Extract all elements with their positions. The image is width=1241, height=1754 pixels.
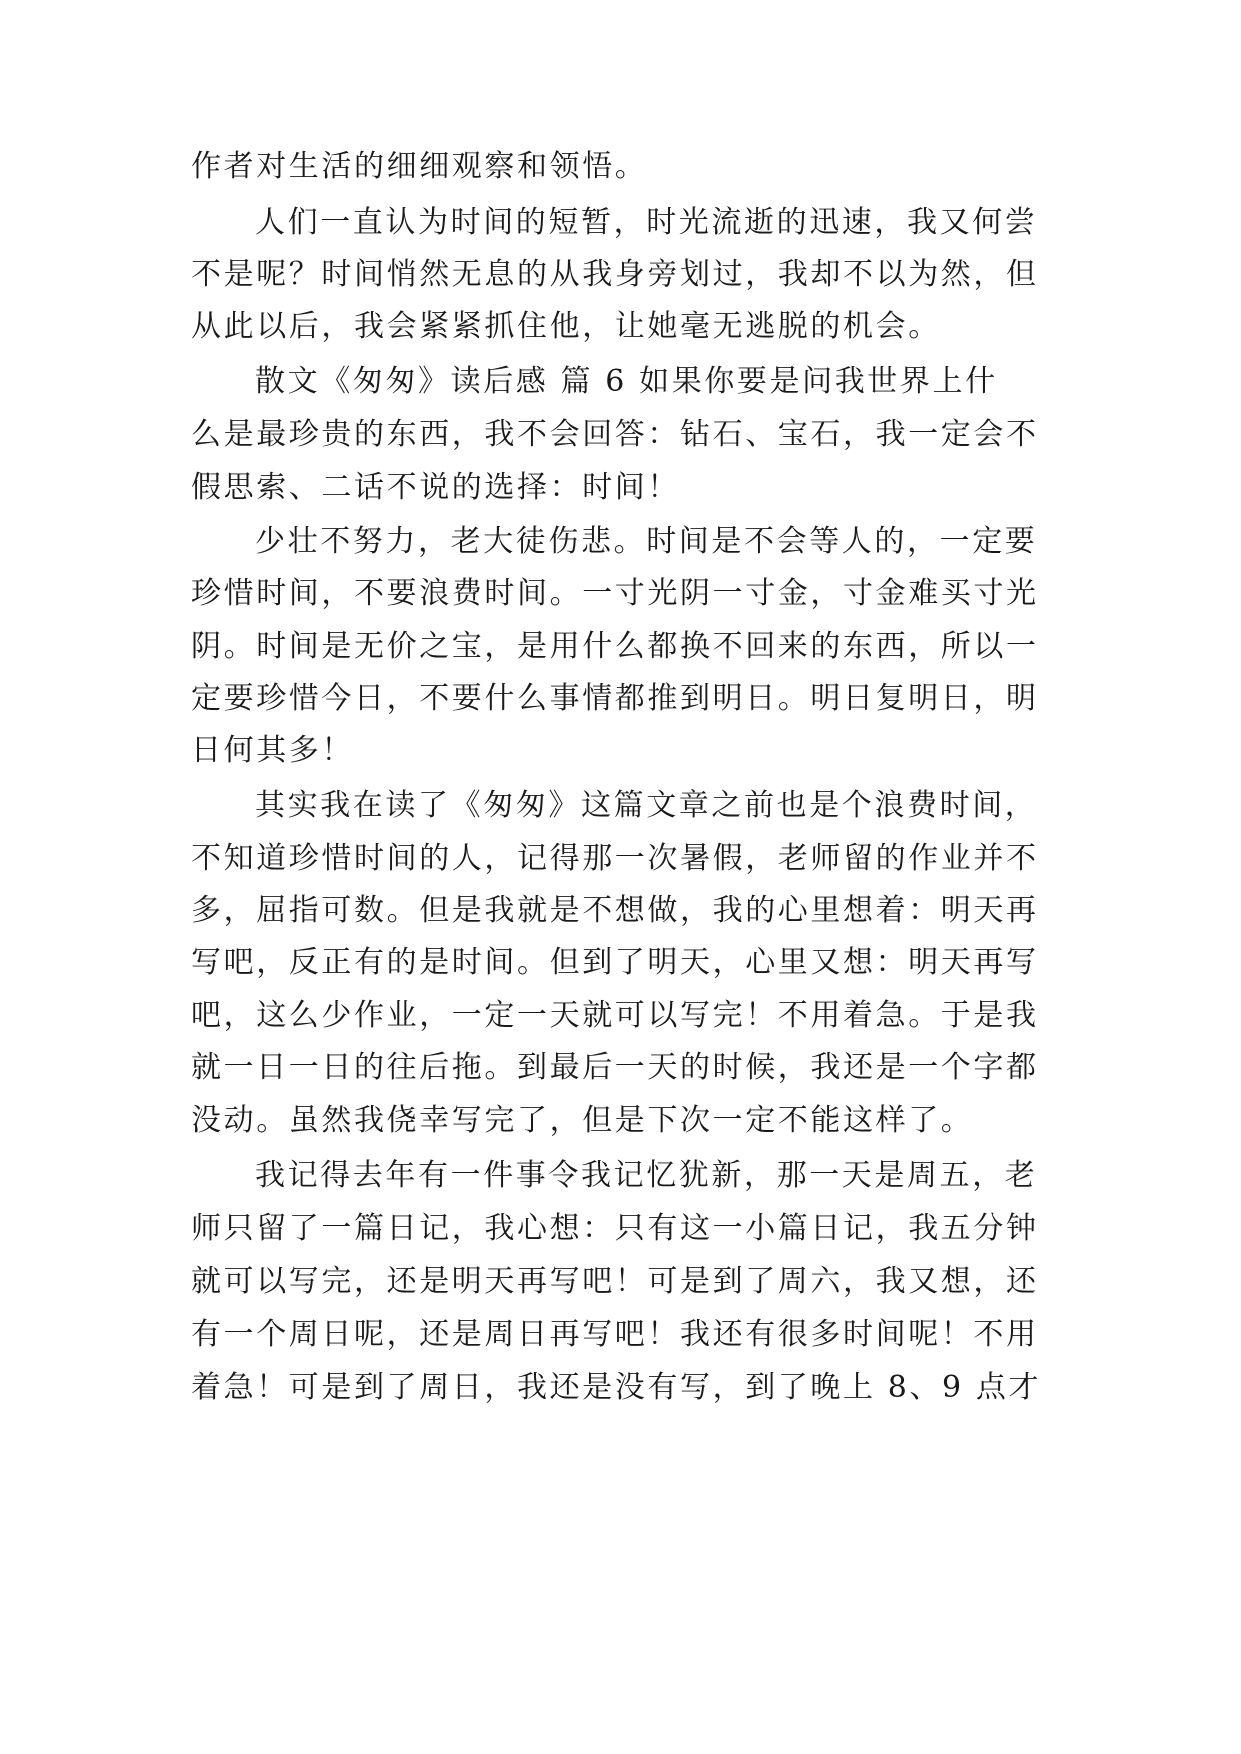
text-line: 其实我在读了《匆匆》这篇文章之前也是个浪费时间， bbox=[255, 788, 1038, 823]
text-line: 我记得去年有一件事令我记忆犹新，那一天是周五，老 bbox=[255, 1158, 1038, 1193]
text-line: 少壮不努力，老大徒伤悲。时间是不会等人的，一定要 bbox=[255, 524, 1038, 559]
text-line: 没动。虽然我侥幸写完了，但是下次一定不能这样了。 bbox=[191, 1103, 974, 1138]
section-heading-line: 散文《匆匆》读后感 篇 6 如果你要是问我世界上什 bbox=[255, 364, 998, 399]
text-line: 从此以后，我会紧紧抓住他，让她毫无逃脱的机会。 bbox=[191, 309, 941, 344]
text-line: 着急！可是到了周日，我还是没有写，到了晚上 8、9 点才 bbox=[191, 1370, 1042, 1405]
text-line: 不知道珍惜时间的人，记得那一次暑假，老师留的作业并不 bbox=[191, 841, 1039, 876]
text-line: 人们一直认为时间的短暂，时光流逝的迅速，我又何尝 bbox=[255, 205, 1038, 240]
text-line: 定要珍惜今日，不要什么事情都推到明日。明日复明日，明 bbox=[191, 681, 1039, 716]
text-line: 日何其多！ bbox=[191, 733, 354, 768]
text-line: 就一日一日的往后拖。到最后一天的时候，我还是一个字都 bbox=[191, 1050, 1039, 1085]
text-line: 珍惜时间，不要浪费时间。一寸光阴一寸金，寸金难买寸光 bbox=[191, 576, 1039, 611]
text-line: 就可以写完，还是明天再写吧！可是到了周六，我又想，还 bbox=[191, 1264, 1039, 1299]
text-line: 有一个周日呢，还是周日再写吧！我还有很多时间呢！不用 bbox=[191, 1317, 1039, 1352]
text-line: 不是呢？时间悄然无息的从我身旁划过，我却不以为然，但 bbox=[191, 257, 1039, 292]
text-line: 写吧，反正有的是时间。但到了明天，心里又想：明天再写 bbox=[191, 945, 1039, 980]
text-line: 阴。时间是无价之宝，是用什么都换不回来的东西，所以一 bbox=[191, 629, 1039, 664]
text-line: 吧，这么少作业，一定一天就可以写完！不用着急。于是我 bbox=[191, 998, 1039, 1033]
text-line: 师只留了一篇日记，我心想：只有这一小篇日记，我五分钟 bbox=[191, 1211, 1039, 1246]
text-line: 作者对生活的细细观察和领悟。 bbox=[191, 149, 648, 184]
text-line: 多，屈指可数。但是我就是不想做，我的心里想着：明天再 bbox=[191, 893, 1039, 928]
text-line: 假思索、二话不说的选择：时间！ bbox=[191, 470, 680, 505]
text-line: 么是最珍贵的东西，我不会回答：钻石、宝石，我一定会不 bbox=[191, 417, 1039, 452]
